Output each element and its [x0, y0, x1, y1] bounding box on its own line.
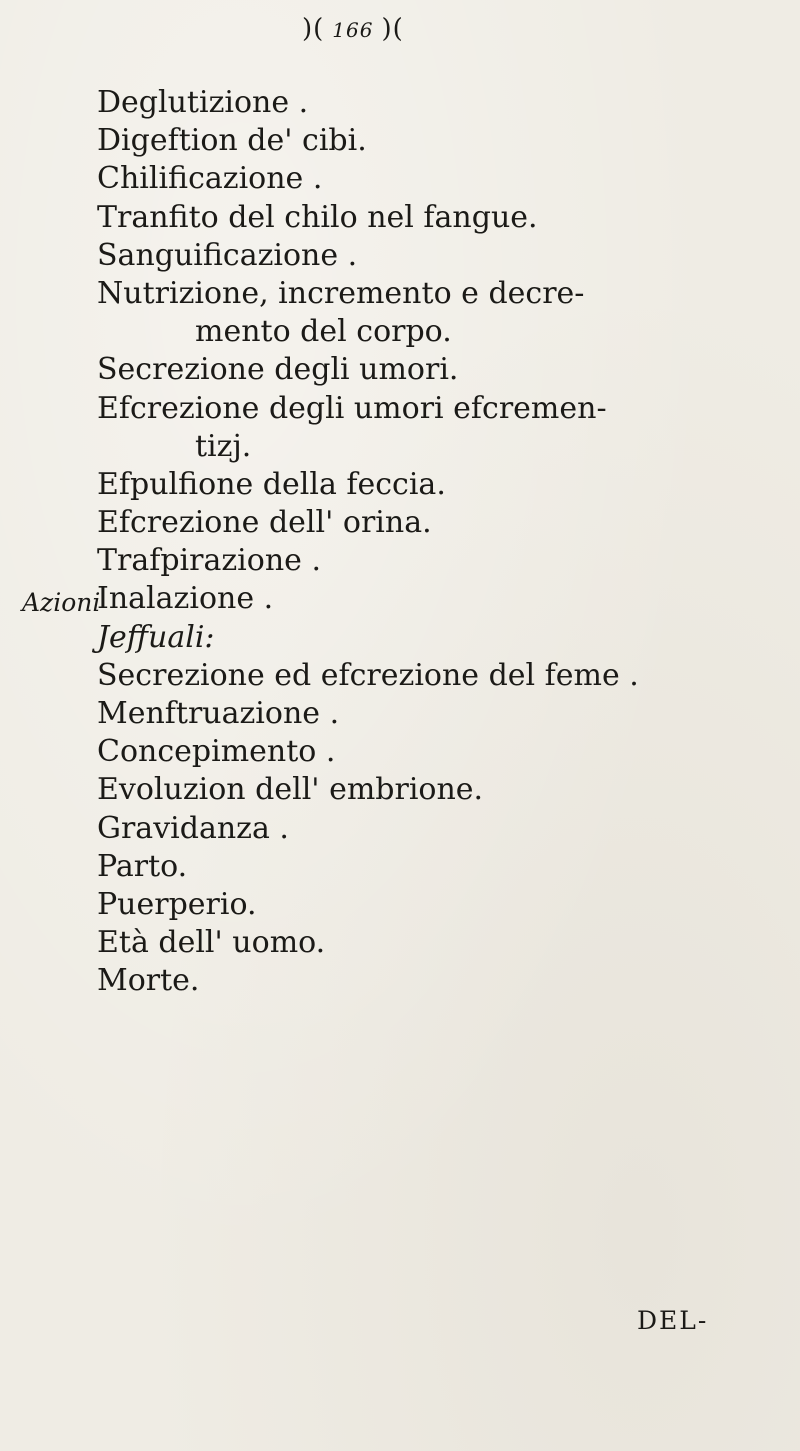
entry-line: Trafpirazione . — [97, 543, 321, 579]
entry-line: Menftruazione . — [97, 696, 340, 731]
page-number: 166 — [332, 18, 374, 42]
entry-list — [97, 84, 777, 1001]
entry-line: Concepimento . — [97, 734, 336, 770]
entry-line: Efcrezione degli umori efcremen- — [97, 390, 607, 426]
entry-line: Efcrezione dell' orina. — [97, 505, 432, 541]
entry-line: Evoluzion dell' embrione. — [97, 772, 484, 808]
entry-line: Secrezione ed efcrezione del feme . — [97, 657, 639, 693]
entry-line: Puerperio. — [97, 886, 257, 922]
margin-note: Azioni — [22, 588, 101, 617]
catchword: DEL- — [637, 1306, 709, 1335]
entry-line: Efpulfione della feccia. — [97, 466, 446, 502]
entry-continuation: tizj. — [195, 428, 252, 464]
entry-line: Morte. — [97, 963, 200, 999]
entry-line: Sanguificazione . — [97, 237, 358, 273]
entry-line: Età dell' uomo. — [97, 925, 326, 961]
entry-continuation: mento del corpo. — [195, 314, 452, 350]
entry-line: Digeftion de' cibi. — [97, 123, 367, 159]
page-header — [302, 14, 404, 44]
entry-line: Inalazione . — [97, 581, 274, 617]
entry-line: Nutrizione, incremento e decre- — [97, 275, 585, 311]
header-left-ornament: )( — [302, 14, 325, 44]
entry-line: Deglutizione . — [97, 85, 309, 120]
entry-line: Secrezione degli umori. — [97, 352, 459, 388]
entry-line: Gravidanza . — [97, 810, 289, 846]
header-right-ornament: )( — [381, 14, 404, 44]
entry-line: Parto. — [97, 848, 188, 884]
entry-line: Jeffuali: — [97, 619, 215, 655]
entry-line: Tranfito del chilo nel fangue. — [97, 199, 538, 235]
entry-line: Chilificazione . — [97, 161, 323, 197]
